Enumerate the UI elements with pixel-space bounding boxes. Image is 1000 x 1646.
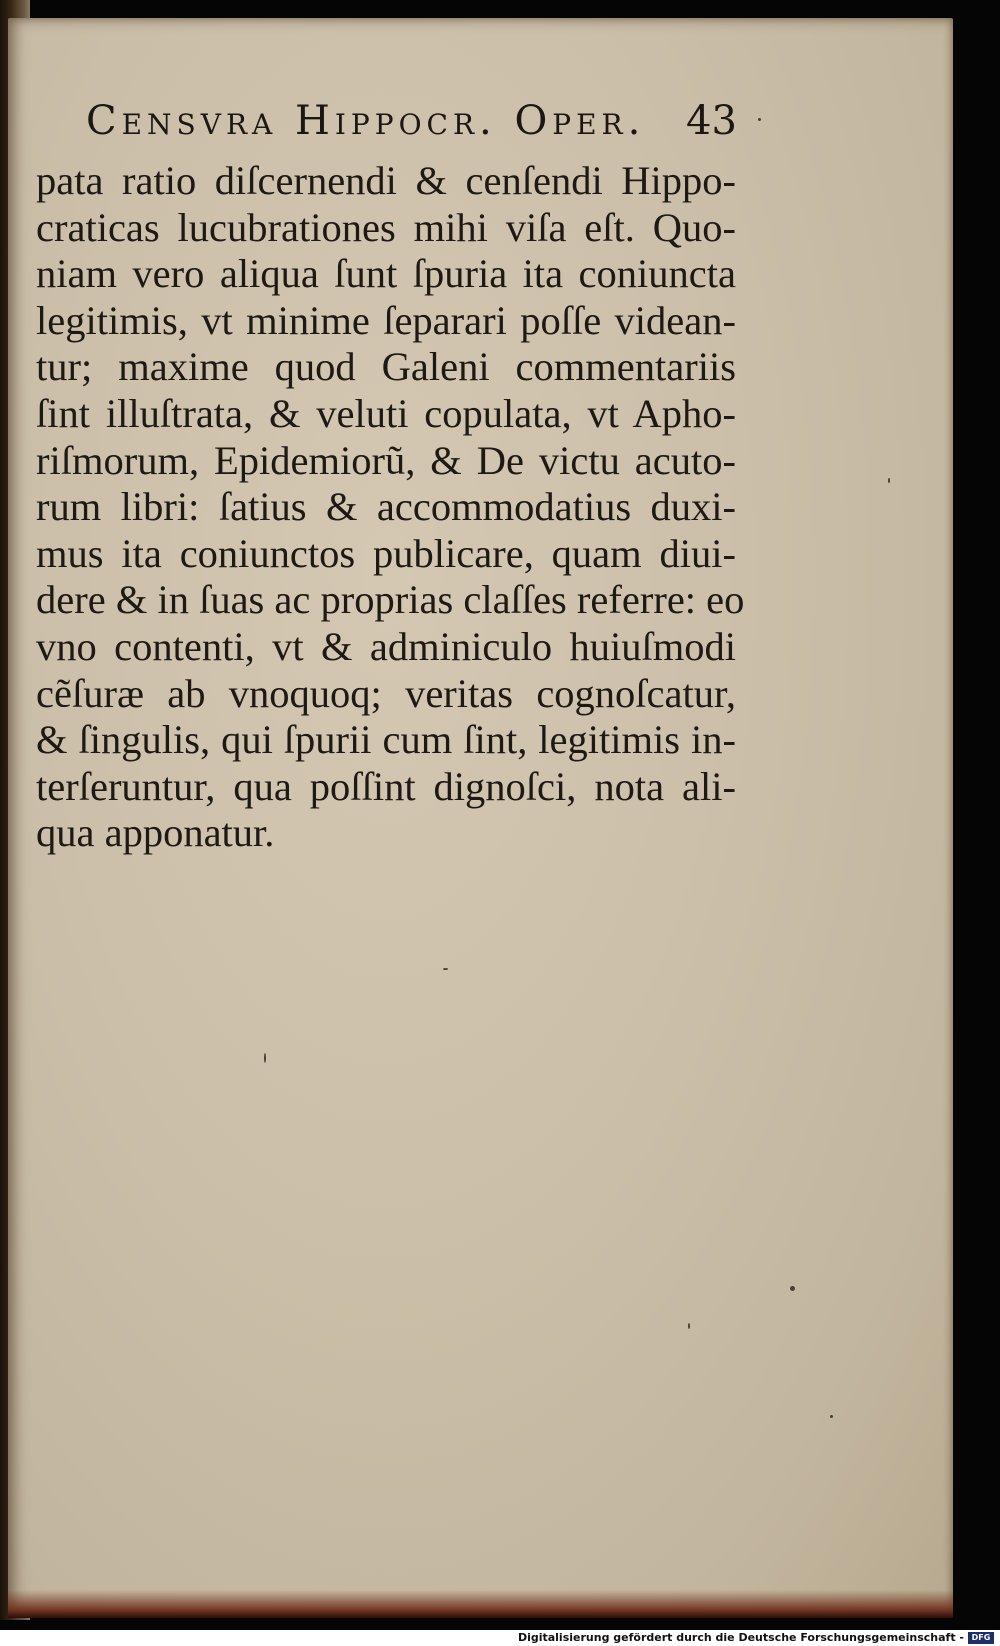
text-line: tur; maxime quod Galeni commentariis xyxy=(36,344,736,390)
paper-speck xyxy=(758,118,761,121)
text-line: legitimis, vt minime ſeparari poſſe videan- xyxy=(36,297,736,343)
text-line: qua apponatur. xyxy=(36,810,275,856)
body-text xyxy=(36,158,745,857)
page-bottom-edge xyxy=(8,1590,953,1618)
funding-credit: Digitalisierung gefördert durch die Deutsche Forschungsgemeinschaft - xyxy=(517,1631,964,1644)
text-line: cẽſuræ ab vnoquoq; veritas cognoſcatur, xyxy=(36,670,736,716)
page-number: 43 xyxy=(686,98,737,144)
text-line: ſint illuſtrata, & veluti copulata, vt Apho- xyxy=(36,390,736,436)
footer-bar xyxy=(0,1630,1000,1646)
text-line: craticas lucubrationes mihi viſa eſt. Quo- xyxy=(36,204,736,250)
text-line: mus ita coniunctos publicare, quam diui- xyxy=(36,530,736,576)
dfg-logo: DFG xyxy=(968,1632,994,1644)
text-line: dere & in ſuas ac proprias claſſes referre: eo xyxy=(36,577,745,623)
text-line: niam vero aliqua ſunt ſpuria ita coniuncta xyxy=(36,251,736,297)
text-line: vno contenti, vt & adminiculo huiuſmodi xyxy=(36,623,736,669)
text-line: riſmorum, Epidemiorũ, & De victu acuto- xyxy=(36,437,736,483)
running-head-title: Censvra Hippocr. Oper. xyxy=(86,98,646,144)
paper-speck xyxy=(443,968,448,970)
paper-speck xyxy=(688,1323,690,1329)
paper-speck xyxy=(264,1053,266,1063)
paper-speck xyxy=(830,1415,833,1418)
text-line: rum libri: ſatius & accommodatius duxi- xyxy=(36,484,736,530)
book-page xyxy=(8,18,953,1618)
paper-speck xyxy=(790,1286,795,1291)
running-head xyxy=(86,98,736,144)
text-line: terſeruntur, qua poſſint dignoſci, nota ali- xyxy=(36,763,736,809)
text-line: pata ratio diſcernendi & cenſendi Hippo- xyxy=(36,158,736,203)
text-line: & ſingulis, qui ſpurii cum ſint, legitimis in- xyxy=(36,717,736,763)
paper-speck xyxy=(888,478,890,483)
